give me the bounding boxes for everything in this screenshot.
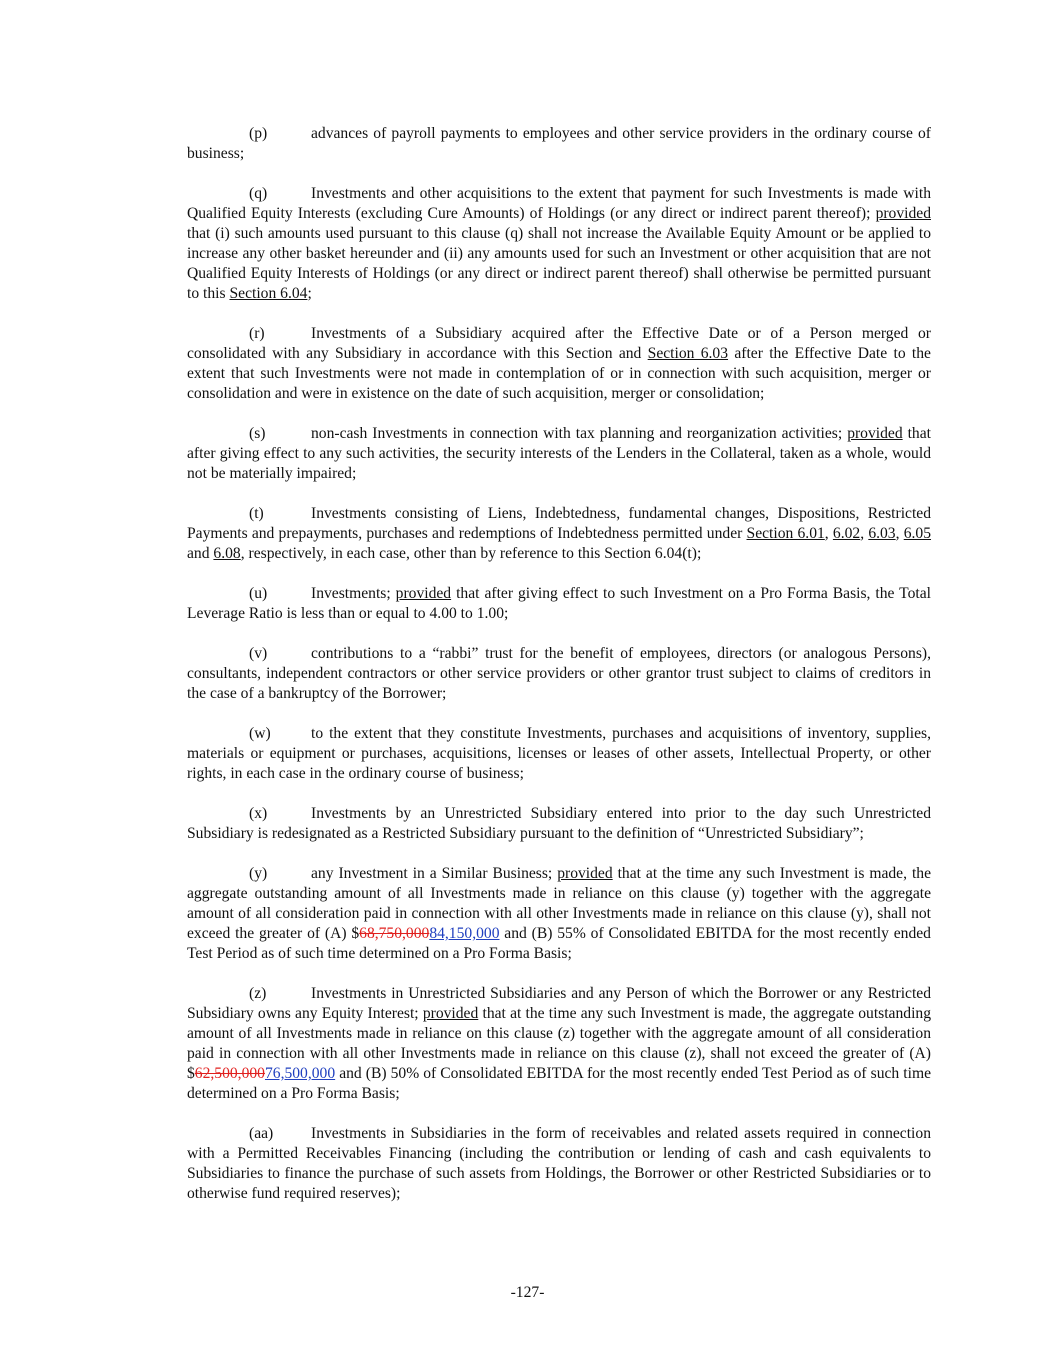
clause-label: (z) xyxy=(249,985,267,1002)
clause-text: and (B) 55% of Consolidated EBITDA for the most recently ended Test Period as of such time determined on a Pro Forma Basis; xyxy=(187,925,931,962)
clause-label: (p) xyxy=(249,125,268,142)
deleted-amount: 62,500,000 xyxy=(194,1065,265,1082)
clause-label: (v) xyxy=(249,645,268,662)
clause-text: Investments by an Unrestricted Subsidiary entered into prior to the day such Unrestricted Subsidiary is redesignated as a Restricted Subsidiary pursuant to the definition of “Unrestricted Subsidiary”; xyxy=(187,805,931,842)
clause-text: Investments of a Subsidiary acquired after the Effective Date or of a Person merged or consolidated with any Subsidiary in accordance with this Section and xyxy=(187,325,931,362)
clause-label: (y) xyxy=(249,865,268,882)
document-body xyxy=(187,124,931,1224)
clause-paragraph xyxy=(187,804,931,844)
clause-paragraph xyxy=(187,584,931,624)
cross-reference: 6.08 xyxy=(213,545,241,562)
inserted-amount: 84,150,000 xyxy=(429,925,500,942)
clause-paragraph xyxy=(187,424,931,484)
clause-label: (aa) xyxy=(249,1125,274,1142)
clause-label: (q) xyxy=(249,185,268,202)
clause-text: after the Effective Date to the extent that such Investments were not made in contemplation of or in connection with such acquisition, merger or consolidation and were in existence on the date of such acquisition, merger or consolidation; xyxy=(187,345,931,402)
clause-text: Investments and other acquisitions to the extent that payment for such Investments is made with Qualified Equity Interests (excluding Cure Amounts) of Holdings (or any direct or indirect parent thereof); xyxy=(187,185,931,222)
clause-paragraph xyxy=(187,1124,931,1204)
clause-paragraph xyxy=(187,504,931,564)
clause-label: (r) xyxy=(249,325,265,342)
clause-paragraph xyxy=(187,644,931,704)
clause-text: and xyxy=(187,545,214,562)
clause-text: that at the time any such Investment is made, the aggregate outstanding amount of all Investments made in reliance on this clause (z) together with the aggregate amount of all consideration paid in connection with all other Investments made in reliance on this clause (z), shall not exceed the greater of (A) $ xyxy=(187,1005,932,1082)
cross-reference: provided xyxy=(875,205,931,222)
deleted-amount: 68,750,000 xyxy=(359,925,430,942)
cross-reference: provided xyxy=(422,1005,479,1022)
cross-reference: provided xyxy=(557,865,613,882)
clause-text: , xyxy=(824,525,833,542)
clause-text: Investments; xyxy=(311,585,396,602)
clause-label: (u) xyxy=(249,585,268,602)
clause-paragraph xyxy=(187,184,931,304)
clause-text: that at the time any such Investment is made, the aggregate outstanding amount of all Investments made in reliance on this clause (y) together with the aggregate amount of all consideration paid in connection with all other Investments made in reliance on this clause (y), shall not exceed the greater of (A) $ xyxy=(187,865,931,942)
inserted-amount: 76,500,000 xyxy=(264,1065,336,1082)
clause-label: (s) xyxy=(249,425,266,442)
clause-text: to the extent that they constitute Investments, purchases and acquisitions of inventory, supplies, materials or equipment or purchases, acquisitions, licenses or leases of other assets, Intellectual Property, or other rights, in each case in the ordinary course of business; xyxy=(187,725,931,782)
clause-text: any Investment in a Similar Business; xyxy=(311,865,558,882)
cross-reference: 6.02 xyxy=(832,525,861,542)
clause-text: , xyxy=(895,525,904,542)
clause-text: contributions to a “rabbi” trust for the benefit of employees, directors (or analogous Persons), consultants, independent contractors or other service providers or other grantor trust subject to claims of creditors in the case of a bankruptcy of the Borrower; xyxy=(187,645,931,702)
cross-reference: Section 6.04 xyxy=(229,285,308,302)
clause-text: that after giving effect to such Investment on a Pro Forma Basis, the Total Leverage Ratio is less than or equal to 4.00 to 1.00; xyxy=(187,585,931,622)
cross-reference: provided xyxy=(395,585,452,602)
clause-paragraph xyxy=(187,724,931,784)
clause-paragraph xyxy=(187,324,931,404)
clause-text: , respectively, in each case, other than by reference to this Section 6.04(t); xyxy=(240,545,702,562)
clause-text: , xyxy=(860,525,869,542)
clause-label: (t) xyxy=(249,505,264,522)
cross-reference: Section 6.03 xyxy=(647,345,729,362)
clause-paragraph xyxy=(187,984,931,1104)
clause-text: advances of payroll payments to employees and other service providers in the ordinary course of business; xyxy=(187,125,931,162)
clause-text: Investments in Unrestricted Subsidiaries and any Person of which the Borrower or any Restricted Subsidiary owns any Equity Interest; xyxy=(187,985,931,1022)
clause-label: (w) xyxy=(249,725,271,742)
clause-text: Investments in Subsidiaries in the form of receivables and related assets required in connection with a Permitted Receivables Financing (including the contribution or lending of cash and cash equivalents to Subsidiaries to finance the purchase of such assets from Holdings, the Borrower or other Restricted Subsidiaries or to otherwise fund required reserves); xyxy=(187,1125,931,1202)
clause-text: non-cash Investments in connection with tax planning and reorganization activities; xyxy=(311,425,848,442)
cross-reference: Section 6.01 xyxy=(746,525,825,542)
cross-reference: provided xyxy=(847,425,903,442)
clause-text: Investments consisting of Liens, Indebtedness, fundamental changes, Dispositions, Restricted Payments and prepayments, purchases and redemptions of Indebtedness permitted under xyxy=(187,505,931,542)
cross-reference: 6.05 xyxy=(903,525,932,542)
clause-paragraph xyxy=(187,124,931,164)
clause-paragraph xyxy=(187,864,931,964)
cross-reference: 6.03 xyxy=(868,525,896,542)
clause-text: that (i) such amounts used pursuant to this clause (q) shall not increase the Available Equity Amount or be applied to increase any other basket hereunder and (ii) any amounts used for such an Investment or other acquisition that are not Qualified Equity Interests of Holdings (or any direct or indirect parent thereof) shall otherwise be permitted pursuant to this xyxy=(187,225,931,302)
page-number: -127- xyxy=(510,1284,545,1301)
clause-label: (x) xyxy=(249,805,268,822)
clause-text: and (B) 50% of Consolidated EBITDA for the most recently ended Test Period as of such time determined on a Pro Forma Basis; xyxy=(187,1065,931,1102)
clause-text: ; xyxy=(307,285,312,302)
clause-text: that after giving effect to any such activities, the security interests of the Lenders in the Collateral, taken as a whole, would not be materially impaired; xyxy=(187,425,931,482)
